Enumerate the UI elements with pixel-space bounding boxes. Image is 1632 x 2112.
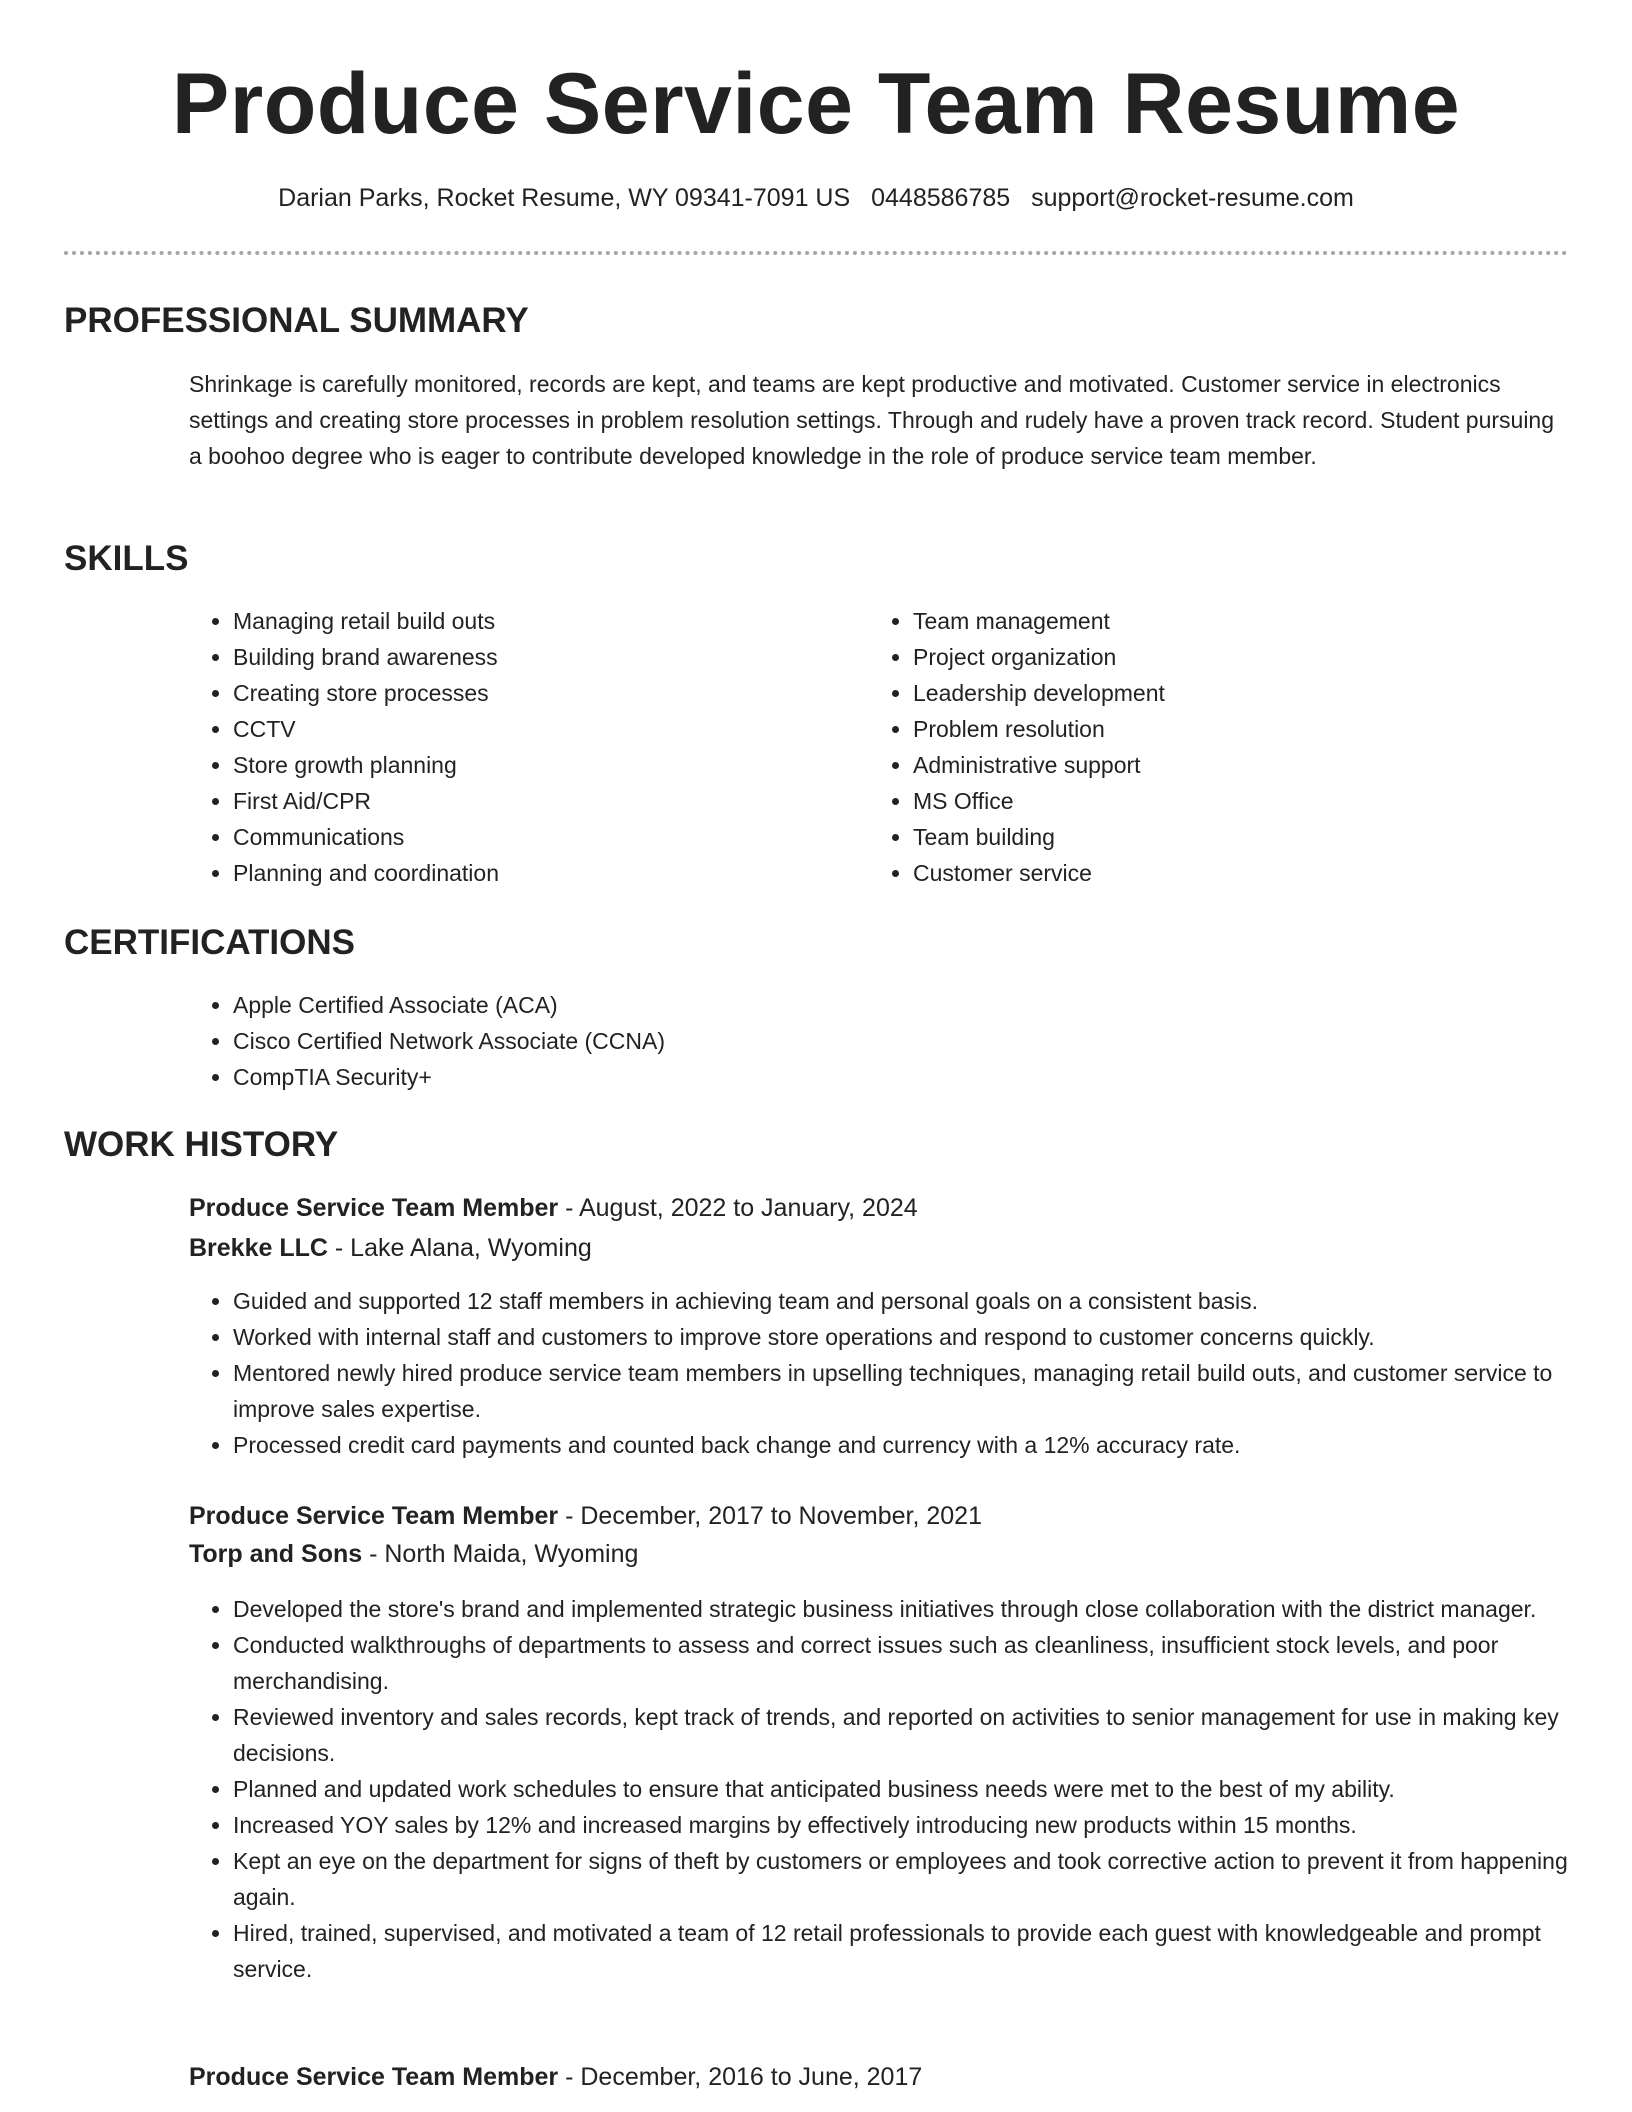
skills-heading: SKILLS bbox=[64, 539, 189, 578]
list-item: • Kept an eye on the department for signs of theft by customers or employees and took corrective action to prevent it from happening again. bbox=[233, 1843, 1613, 1915]
list-item: • CCTV bbox=[233, 711, 873, 747]
list-item: • Mentored newly hired produce service team members in upselling techniques, managing retail build outs, and customer service to improve sales expertise. bbox=[233, 1355, 1613, 1427]
header-divider bbox=[64, 251, 1568, 255]
list-item: • Developed the store's brand and implemented strategic business initiatives through close collaboration with the district manager. bbox=[233, 1591, 1613, 1627]
list-item: • Reviewed inventory and sales records, kept track of trends, and reported on activities to senior management for use in making key decisions. bbox=[233, 1699, 1613, 1771]
list-item: • Processed credit card payments and counted back change and currency with a 12% accuracy rate. bbox=[233, 1427, 1613, 1463]
list-item: • Problem resolution bbox=[913, 711, 1553, 747]
skills-list-left bbox=[189, 603, 873, 891]
certifications-heading: CERTIFICATIONS bbox=[64, 923, 356, 962]
job-bullets bbox=[189, 1591, 1613, 1987]
list-item: • Planning and coordination bbox=[233, 855, 873, 891]
list-item: • MS Office bbox=[913, 783, 1553, 819]
job-location: - North Maida, Wyoming bbox=[362, 1540, 639, 1568]
list-item: • Increased YOY sales by 12% and increased margins by effectively introducing new products within 15 months. bbox=[233, 1807, 1613, 1843]
job-dates: - December, 2016 to June, 2017 bbox=[558, 2063, 923, 2091]
contact-email: support@rocket-resume.com bbox=[1031, 184, 1354, 212]
job-bullets bbox=[189, 1283, 1613, 1463]
skills-list-right bbox=[869, 603, 1553, 891]
list-item: • Cisco Certified Network Associate (CCNA) bbox=[233, 1023, 1533, 1059]
certifications-list bbox=[189, 987, 1533, 1095]
job-title-line bbox=[189, 2060, 922, 2094]
job-role: Produce Service Team Member bbox=[189, 1194, 559, 1222]
list-item: • Communications bbox=[233, 819, 873, 855]
list-item: • Managing retail build outs bbox=[233, 603, 873, 639]
job-company: Torp and Sons bbox=[189, 1540, 363, 1568]
work-history-heading: WORK HISTORY bbox=[64, 1125, 339, 1164]
job-role: Produce Service Team Member bbox=[189, 2063, 559, 2091]
job-title-line bbox=[189, 1191, 918, 1225]
contact-address: Darian Parks, Rocket Resume, WY 09341-7091 US bbox=[278, 184, 851, 212]
list-item: • Apple Certified Associate (ACA) bbox=[233, 987, 1533, 1023]
list-item: • Team management bbox=[913, 603, 1553, 639]
list-item: • CompTIA Security+ bbox=[233, 1059, 1533, 1095]
job-title-line bbox=[189, 1499, 982, 1533]
list-item: • Leadership development bbox=[913, 675, 1553, 711]
contact-phone: 0448586785 bbox=[871, 184, 1011, 212]
job-dates: - December, 2017 to November, 2021 bbox=[558, 1502, 982, 1530]
job-company-line bbox=[189, 1537, 638, 1571]
list-item: • Planned and updated work schedules to ensure that anticipated business needs were met to the best of my ability. bbox=[233, 1771, 1613, 1807]
job-company-line bbox=[189, 1231, 592, 1265]
list-item: • Worked with internal staff and customers to improve store operations and respond to customer concerns quickly. bbox=[233, 1319, 1613, 1355]
summary-text: Shrinkage is carefully monitored, records are kept, and teams are kept productive and motivated. Customer service in electronics settings and creating store processes in problem resolution settings. Through and rudely have a proven track record. Student pursuing a boohoo degree who is eager to contribute developed knowledge in the role of produce service team member. bbox=[189, 371, 1555, 469]
list-item: • Administrative support bbox=[913, 747, 1553, 783]
list-item: • First Aid/CPR bbox=[233, 783, 873, 819]
list-item: • Store growth planning bbox=[233, 747, 873, 783]
list-item: • Building brand awareness bbox=[233, 639, 873, 675]
job-role: Produce Service Team Member bbox=[189, 1502, 559, 1530]
list-item: • Hired, trained, supervised, and motivated a team of 12 retail professionals to provide each guest with knowledgeable and prompt service. bbox=[233, 1915, 1613, 1987]
list-item: • Project organization bbox=[913, 639, 1553, 675]
list-item: • Conducted walkthroughs of departments to assess and correct issues such as cleanliness, insufficient stock levels, and poor merchandising. bbox=[233, 1627, 1613, 1699]
list-item: • Team building bbox=[913, 819, 1553, 855]
list-item: • Customer service bbox=[913, 855, 1553, 891]
resume-title: Produce Service Team Resume bbox=[171, 56, 1461, 152]
list-item: • Creating store processes bbox=[233, 675, 873, 711]
summary-heading: PROFESSIONAL SUMMARY bbox=[64, 301, 529, 340]
contact-line bbox=[0, 182, 1632, 214]
list-item: • Guided and supported 12 staff members in achieving team and personal goals on a consistent basis. bbox=[233, 1283, 1613, 1319]
job-company: Brekke LLC bbox=[189, 1234, 328, 1262]
job-location: - Lake Alana, Wyoming bbox=[327, 1234, 592, 1262]
job-dates: - August, 2022 to January, 2024 bbox=[558, 1194, 918, 1222]
